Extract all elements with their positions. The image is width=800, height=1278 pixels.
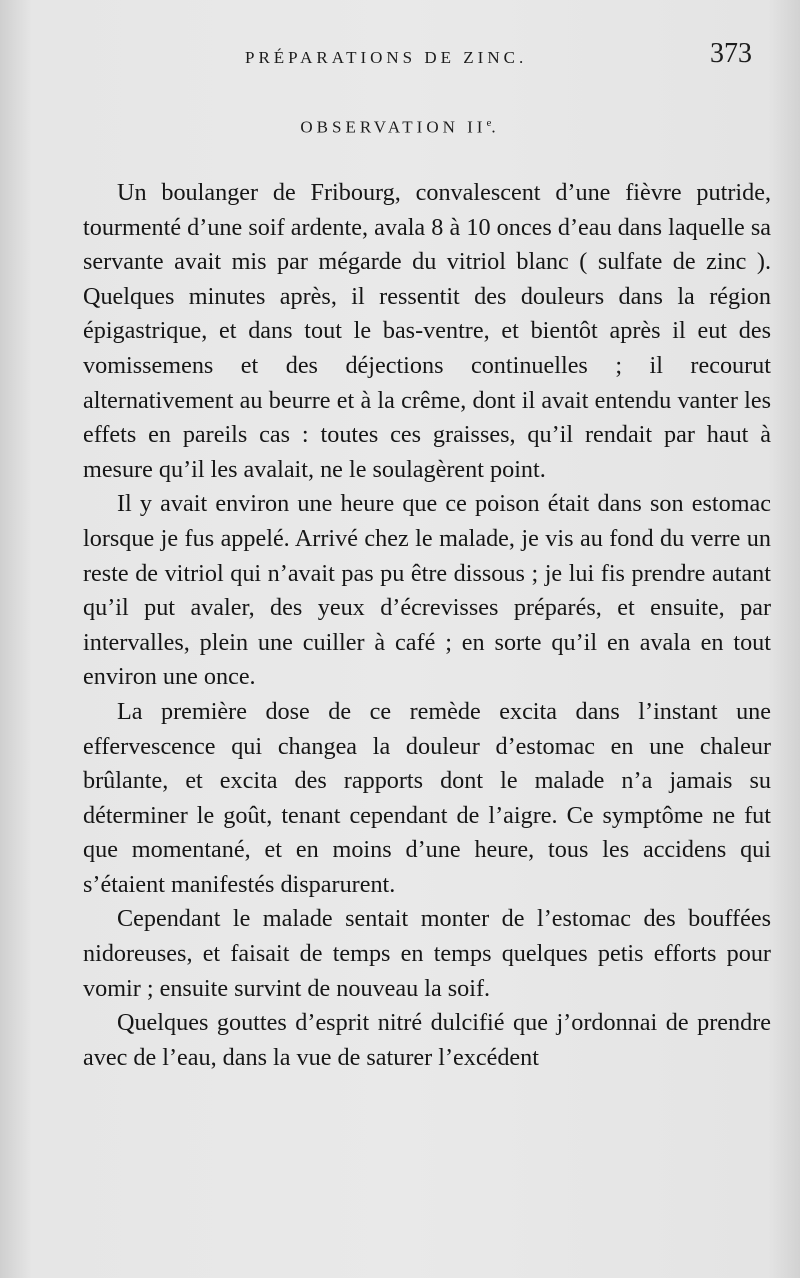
section-title-superscript: e [486, 117, 492, 129]
section-title [0, 117, 800, 138]
paragraph: La première dose de ce remède excita dans l’instant une effervescence qui changea la douleur d’estomac en une chaleur brûlante, et excita des rapports dont le malade n’a jamais su déterminer le goût, tenant cependant de l’aigre. Ce symptôme ne fut que momentané, et en moins d’une heure, tous les accidens qui s’étaient manifestés disparurent. [83, 697, 771, 898]
paragraph: Il y avait environ une heure que ce poison était dans son estomac lorsque je fus appelé. Arrivé chez le malade, je vis au fond du verre un reste de vitriol qui n’avait pas pu être dissous ; je lui fis prendre autant qu’il put avaler, des yeux d’écrevisses préparés, et ensuite, par intervalles, plein une cuiller à café ; en sorte qu’il en avala en tout environ une once. [83, 490, 771, 691]
page-header [0, 38, 800, 78]
paragraph: Cependant le malade sentait monter de l’estomac des bouffées nidoreuses, et faisait de temps en temps quelques petis efforts pour vomir ; ensuite survint de nouveau la soif. [83, 905, 771, 1002]
page-number: 373 [710, 38, 752, 69]
running-title: PRÉPARATIONS DE ZINC. [245, 48, 528, 67]
section-title-end: . [491, 117, 500, 137]
paragraph: Un boulanger de Fribourg, convalescent d’une fièvre putride, tourmenté d’une soif ardente, avala 8 à 10 onces d’eau dans laquelle sa servante avait mis par mégarde du vitriol blanc ( sulfate de zinc ). Quelques minutes après, il ressentit des douleurs dans la région épigastrique, et dans tout le bas-ventre, et bientôt après il eut des vomissemens et des déjections continuelles ; il recourut alternativement au beurre et à la crême, dont il avait entendu vanter les effets en pareils cas : toutes ces graisses, qu’il rendait par haut à mesure qu’il les avalait, ne le soulagèrent point. [83, 179, 771, 483]
section-title-text: OBSERVATION II [300, 117, 487, 137]
body-text [83, 176, 771, 1075]
paragraph: Quelques gouttes d’esprit nitré dulcifié que j’ordonnai de prendre avec de l’eau, dans la vue de saturer l’excédent [83, 1009, 771, 1071]
